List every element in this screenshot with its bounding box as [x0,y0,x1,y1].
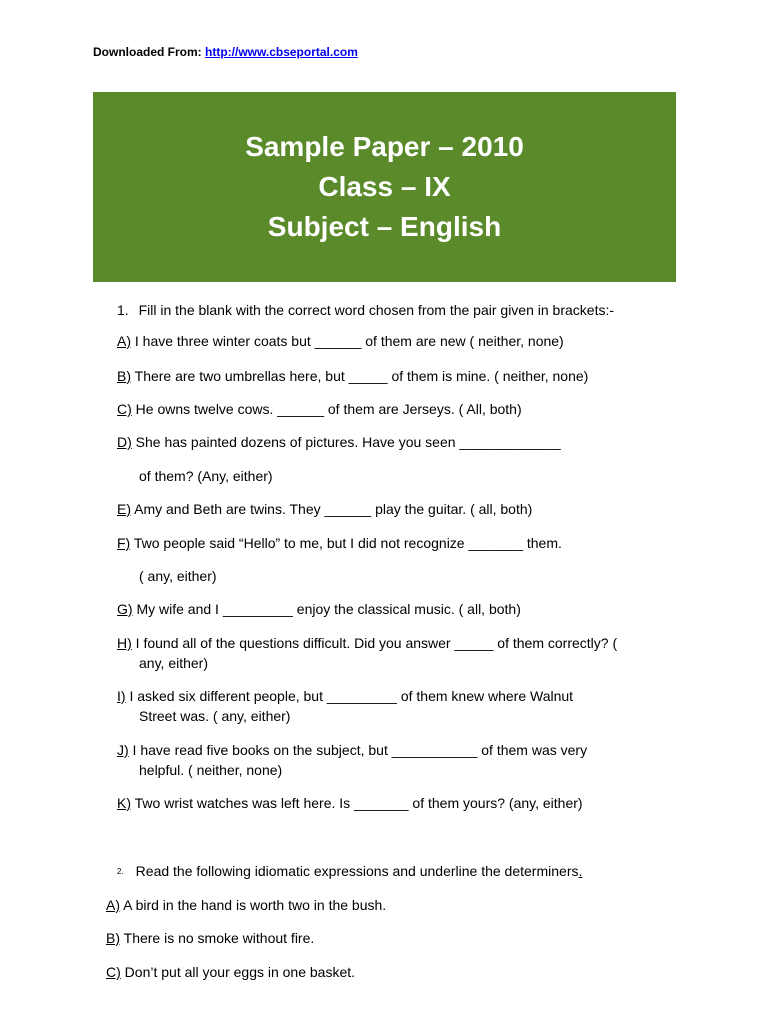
item-label: D) [117,434,132,450]
question-text: Fill in the blank with the correct word chosen from the pair given in brackets:- [138,302,615,318]
item-text: He owns twelve cows. ______ of them are Jerseys. ( All, both) [131,401,522,417]
item-text: I found all of the questions difficult. Did you answer _____ of them correctly? ( [131,635,618,651]
list-item [117,366,588,386]
list-item-continuation: any, either) [139,655,208,671]
item-text: Two wrist watches was left here. Is _______ of them yours? (any, either) [131,795,583,811]
item-label: A) [117,333,131,349]
list-item [106,928,314,948]
source-link[interactable]: http://www.cbseportal.com [205,45,358,59]
list-item [117,432,561,452]
list-item [117,533,562,553]
list-item [106,962,355,982]
list-item-continuation: of them? (Any, either) [139,468,273,484]
item-text: My wife and I _________ enjoy the classical music. ( all, both) [132,601,521,617]
list-item [117,740,587,760]
question-2-heading [117,861,582,882]
title-banner [93,92,676,282]
item-text: I asked six different people, but _________ of them knew where Walnut [125,688,574,704]
list-item-continuation: Street was. ( any, either) [139,708,291,724]
item-label: E) [117,501,131,517]
item-text: Amy and Beth are twins. They ______ play the guitar. ( all, both) [131,501,533,517]
question-trail: . [578,863,583,879]
item-label: C) [117,401,132,417]
item-text: A bird in the hand is worth two in the bush. [120,897,387,913]
list-item [117,599,521,619]
list-item [117,399,522,419]
download-source-label: Downloaded From: [93,45,205,59]
question-1-heading [117,300,614,320]
question-text: Read the following idiomatic expressions and underline the determiners [135,863,579,879]
download-source [93,45,358,59]
item-text: There is no smoke without fire. [120,930,315,946]
item-label: K) [117,795,131,811]
item-label: A) [106,897,120,913]
item-label: I) [117,688,126,704]
item-label: F) [117,535,131,551]
class-title: Class – IX [318,171,451,202]
question-number: 1. [117,302,129,318]
item-label: H) [117,635,132,651]
list-item-continuation: ( any, either) [139,568,217,584]
item-label: C) [106,964,121,980]
question-number: 2. [117,867,124,877]
list-item [117,686,573,706]
list-item-continuation: helpful. ( neither, none) [139,762,283,778]
item-text: There are two umbrellas here, but _____ of them is mine. ( neither, none) [131,368,589,384]
item-text: Two people said “Hello” to me, but I did not recognize _______ them. [130,535,562,551]
item-text: Don’t put all your eggs in one basket. [120,964,356,980]
list-item [117,793,583,813]
item-label: G) [117,601,133,617]
paper-title: Sample Paper – 2010 [245,131,524,162]
item-text: She has painted dozens of pictures. Have you seen _____________ [131,434,561,450]
item-label: B) [106,930,120,946]
item-label: B) [117,368,131,384]
subject-title: Subject – English [267,211,502,242]
item-text: I have three winter coats but ______ of them are new ( neither, none) [131,333,564,349]
item-text: I have read five books on the subject, but ___________ of them was very [128,742,588,758]
list-item [117,633,617,653]
item-label: J) [117,742,129,758]
list-item [117,499,532,519]
list-item [117,331,564,351]
list-item [106,895,386,915]
